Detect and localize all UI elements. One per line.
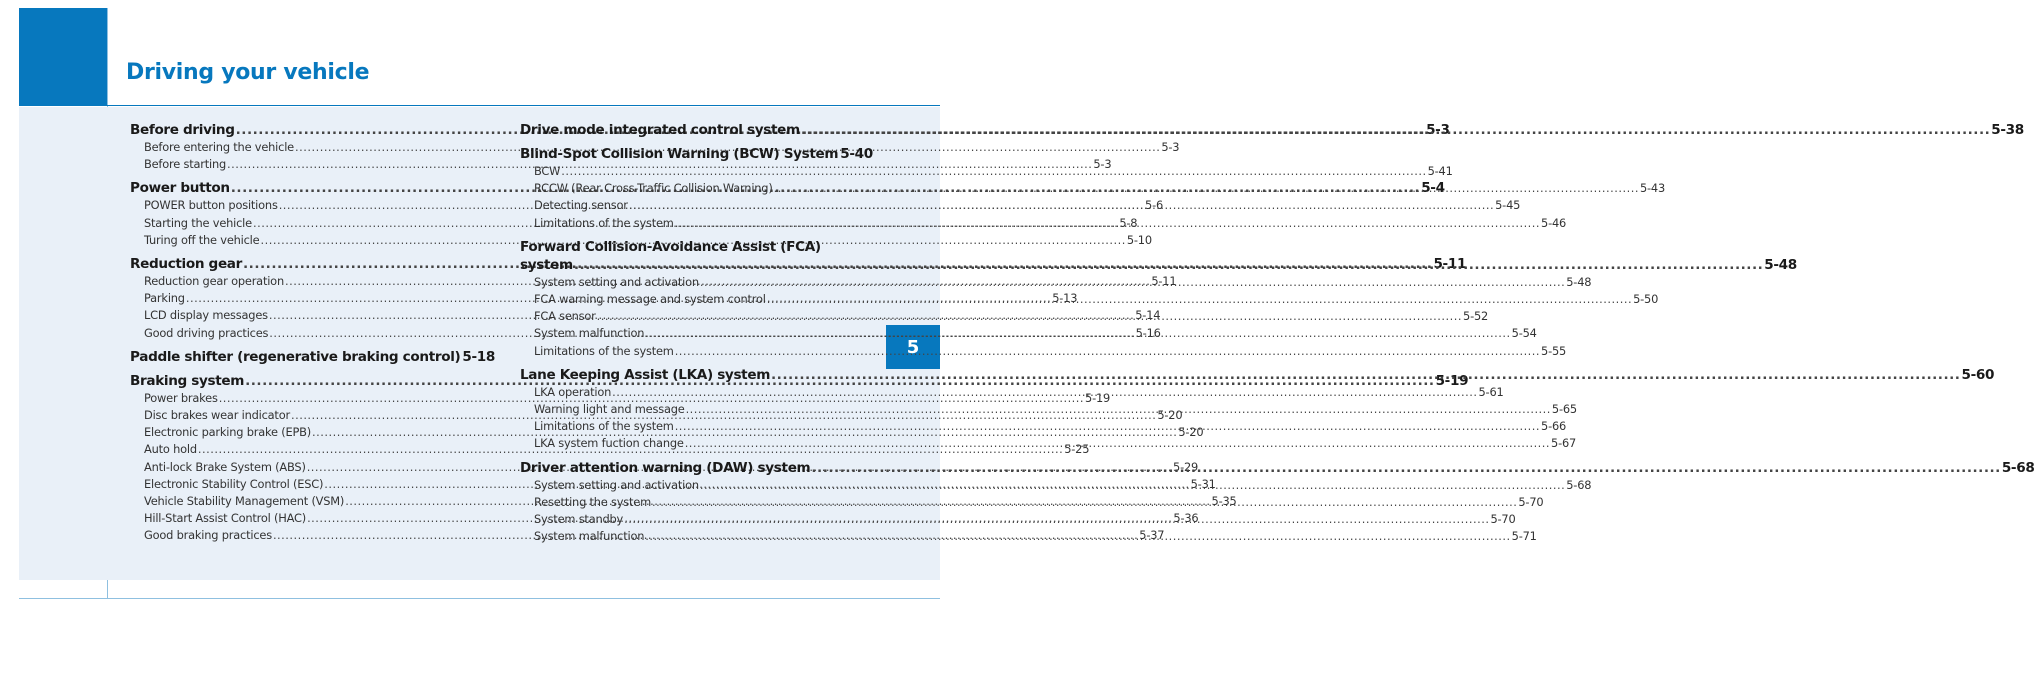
toc-entry-label: Starting the vehicle (144, 215, 252, 230)
toc-entry-label: Limitations of the system (534, 343, 674, 358)
toc-entry-label: Electronic parking brake (EPB) (144, 425, 311, 440)
dot-leader (686, 401, 1551, 418)
dot-leader (645, 528, 1510, 545)
dot-leader (700, 477, 1565, 494)
toc-entry-label: Anti-lock Brake System (ABS) (144, 459, 306, 474)
dot-leader (629, 197, 1494, 214)
dot-leader (561, 163, 1426, 180)
toc-entry-label: Reduction gear operation (144, 274, 284, 289)
toc-entry-label: system (520, 256, 573, 273)
dot-leader (771, 366, 1960, 384)
toc-entry-label: Good braking practices (144, 528, 272, 543)
toc-entry-label: System standby (534, 512, 624, 527)
dot-leader (675, 343, 1540, 360)
toc-entry-label: Warning light and message (534, 402, 685, 417)
toc-page-number: 5-16 (1135, 325, 1161, 340)
toc-page-number: 5-48 (1566, 274, 1592, 289)
toc-page-number: 5-61 (1478, 384, 1504, 399)
toc-entry-label: Turing off the vehicle (144, 232, 260, 247)
toc-entry-label: FCA sensor (534, 309, 596, 324)
toc-entry-label: Parking (144, 291, 185, 306)
toc-entry-label: BCW (534, 164, 561, 178)
toc-page-number: 5-31 (1190, 476, 1216, 491)
toc-entry-label: Vehicle Stability Management (VSM) (144, 494, 345, 509)
toc-page-number: 5-37 (1139, 528, 1165, 543)
toc-page-number: 5-19 (1435, 372, 1469, 389)
toc-entry-label: Braking system (130, 372, 245, 389)
toc-entry-label: Good driving practices (144, 325, 269, 340)
toc-page-number: 5-68 (1566, 477, 1592, 492)
toc-entry-label: System setting and activation (534, 274, 699, 289)
toc-page-number: 5-4 (1421, 180, 1445, 197)
dot-leader (801, 121, 1990, 139)
toc-page-number: 5-35 (1211, 494, 1237, 509)
toc-page-number: 5-3 (1093, 157, 1112, 172)
toc-page-number: 5-20 (1178, 425, 1204, 440)
toc-page-number: 5-70 (1490, 512, 1516, 527)
dot-leader (685, 435, 1550, 452)
toc-page-number: 5-38 (1991, 122, 2024, 138)
chapter-color-block (19, 8, 107, 106)
toc-page-number: 5-55 (1541, 343, 1567, 358)
toc-entry-label: Blind-Spot Collision Warning (BCW) System (520, 146, 839, 162)
toc-entry-label: Hill-Start Assist Control (HAC) (144, 511, 307, 526)
toc-page-number: 5-68 (2001, 459, 2034, 476)
toc-page-number: 5-3 (1161, 140, 1180, 154)
toc-page-number: 5-67 (1551, 436, 1577, 451)
toc-entry-label: Paddle shifter (regenerative braking control) (130, 348, 461, 365)
toc-entry-label: Auto hold (144, 442, 197, 457)
toc-entry-label: System malfunction (534, 326, 645, 341)
title-rule (19, 105, 940, 106)
toc-entry-label: Limitations of the system (534, 419, 674, 434)
toc-page-number: 5-8 (1119, 215, 1138, 230)
toc-entry-label: Power brakes (144, 390, 218, 405)
dot-leader (675, 418, 1540, 435)
toc-section-entry[interactable] (520, 121, 2024, 139)
dot-leader (700, 274, 1565, 291)
toc-page-number: 5-10 (1126, 232, 1152, 247)
toc-page-number: 5-65 (1551, 402, 1577, 417)
dot-leader (624, 511, 1489, 528)
toc-entry-label: POWER button positions (144, 198, 278, 213)
toc-entry-label: Lane Keeping Assist (LKA) system (520, 366, 771, 383)
toc-page-number: 5-48 (1764, 256, 1797, 273)
toc-entry-label: Power button (130, 180, 230, 197)
toc-section-entry[interactable] (520, 145, 873, 163)
toc-entry-label: Forward Collision-Avoidance Assist (FCA) (520, 238, 821, 255)
toc-sub-entry[interactable] (520, 180, 1665, 197)
dot-leader (652, 494, 1517, 511)
toc-page-number: 5-71 (1511, 529, 1537, 544)
dot-leader (574, 256, 1763, 274)
toc-entry-label: System setting and activation (534, 477, 699, 492)
toc-entry-label: Before entering the vehicle (144, 140, 294, 154)
dot-leader (597, 308, 1462, 325)
toc-page-number: 5-18 (462, 348, 495, 365)
toc-entry-label: Detecting sensor (534, 198, 628, 213)
toc-sub-entry[interactable] (520, 343, 1567, 360)
dot-leader (612, 384, 1477, 401)
toc-entry-label: Drive mode integrated control system (520, 122, 800, 138)
toc-entry-label: LCD display messages (144, 308, 268, 323)
toc-entry-label: LKA operation (534, 384, 612, 399)
toc-page-number: 5-45 (1495, 198, 1521, 213)
toc-page-number: 5-50 (1633, 292, 1659, 307)
toc-entry-label: System malfunction (534, 529, 645, 544)
toc-entry-label: Before driving (130, 122, 235, 138)
toc-section-entry[interactable] (130, 348, 495, 366)
toc-page-number: 5-25 (1064, 442, 1090, 457)
toc-page-number: 5-40 (840, 146, 873, 162)
toc-page-number: 5-13 (1052, 291, 1078, 306)
toc-page-number: 5-11 (1433, 256, 1467, 273)
toc-entry-label: Limitations of the system (534, 215, 674, 230)
toc-page-number: 5-3 (1426, 122, 1450, 138)
toc-entry-label: Before starting (144, 157, 227, 172)
toc-page-number: 5-20 (1157, 408, 1183, 423)
toc-entry-label: Disc brakes wear indicator (144, 408, 290, 423)
toc-page-number: 5-60 (1961, 366, 1995, 383)
toc-entry-label: Reduction gear (130, 256, 242, 273)
toc-entry-label: Resetting the system (534, 494, 652, 509)
toc-page-number: 5-19 (1085, 390, 1111, 405)
dot-leader (645, 325, 1510, 342)
chapter-number: 5 (906, 336, 920, 358)
toc-page-number: 5-6 (1145, 198, 1164, 213)
dot-leader (767, 291, 1632, 308)
toc-page-number: 5-36 (1173, 511, 1199, 526)
toc-page-number: 5-70 (1518, 494, 1544, 509)
bottom-rule (19, 598, 940, 599)
toc-entry-label: LKA system fuction change (534, 436, 684, 451)
toc-entry-label: FCA warning message and system control (534, 292, 766, 307)
dot-leader (774, 180, 1639, 197)
toc-page-number: 5-66 (1541, 419, 1567, 434)
toc-page-number: 5-43 (1639, 181, 1665, 196)
toc-entry-label: Driver attention warning (DAW) system (520, 459, 811, 476)
toc-page-number: 5-41 (1427, 164, 1453, 178)
toc-page-number: 5-52 (1463, 309, 1489, 324)
toc-page-number: 5-46 (1541, 215, 1567, 230)
page-title: Driving your vehicle (126, 60, 370, 85)
toc-page-number: 5-11 (1151, 274, 1177, 289)
toc-page-number: 5-29 (1173, 459, 1199, 474)
toc-page-number: 5-54 (1511, 326, 1537, 341)
dot-leader (811, 459, 2000, 477)
toc-page-number: 5-14 (1135, 308, 1161, 323)
dot-leader (675, 215, 1540, 232)
toc-entry-label: Electronic Stability Control (ESC) (144, 476, 324, 491)
toc-entry-label: RCCW (Rear Cross-Traffic Collision Warning) (534, 181, 773, 196)
